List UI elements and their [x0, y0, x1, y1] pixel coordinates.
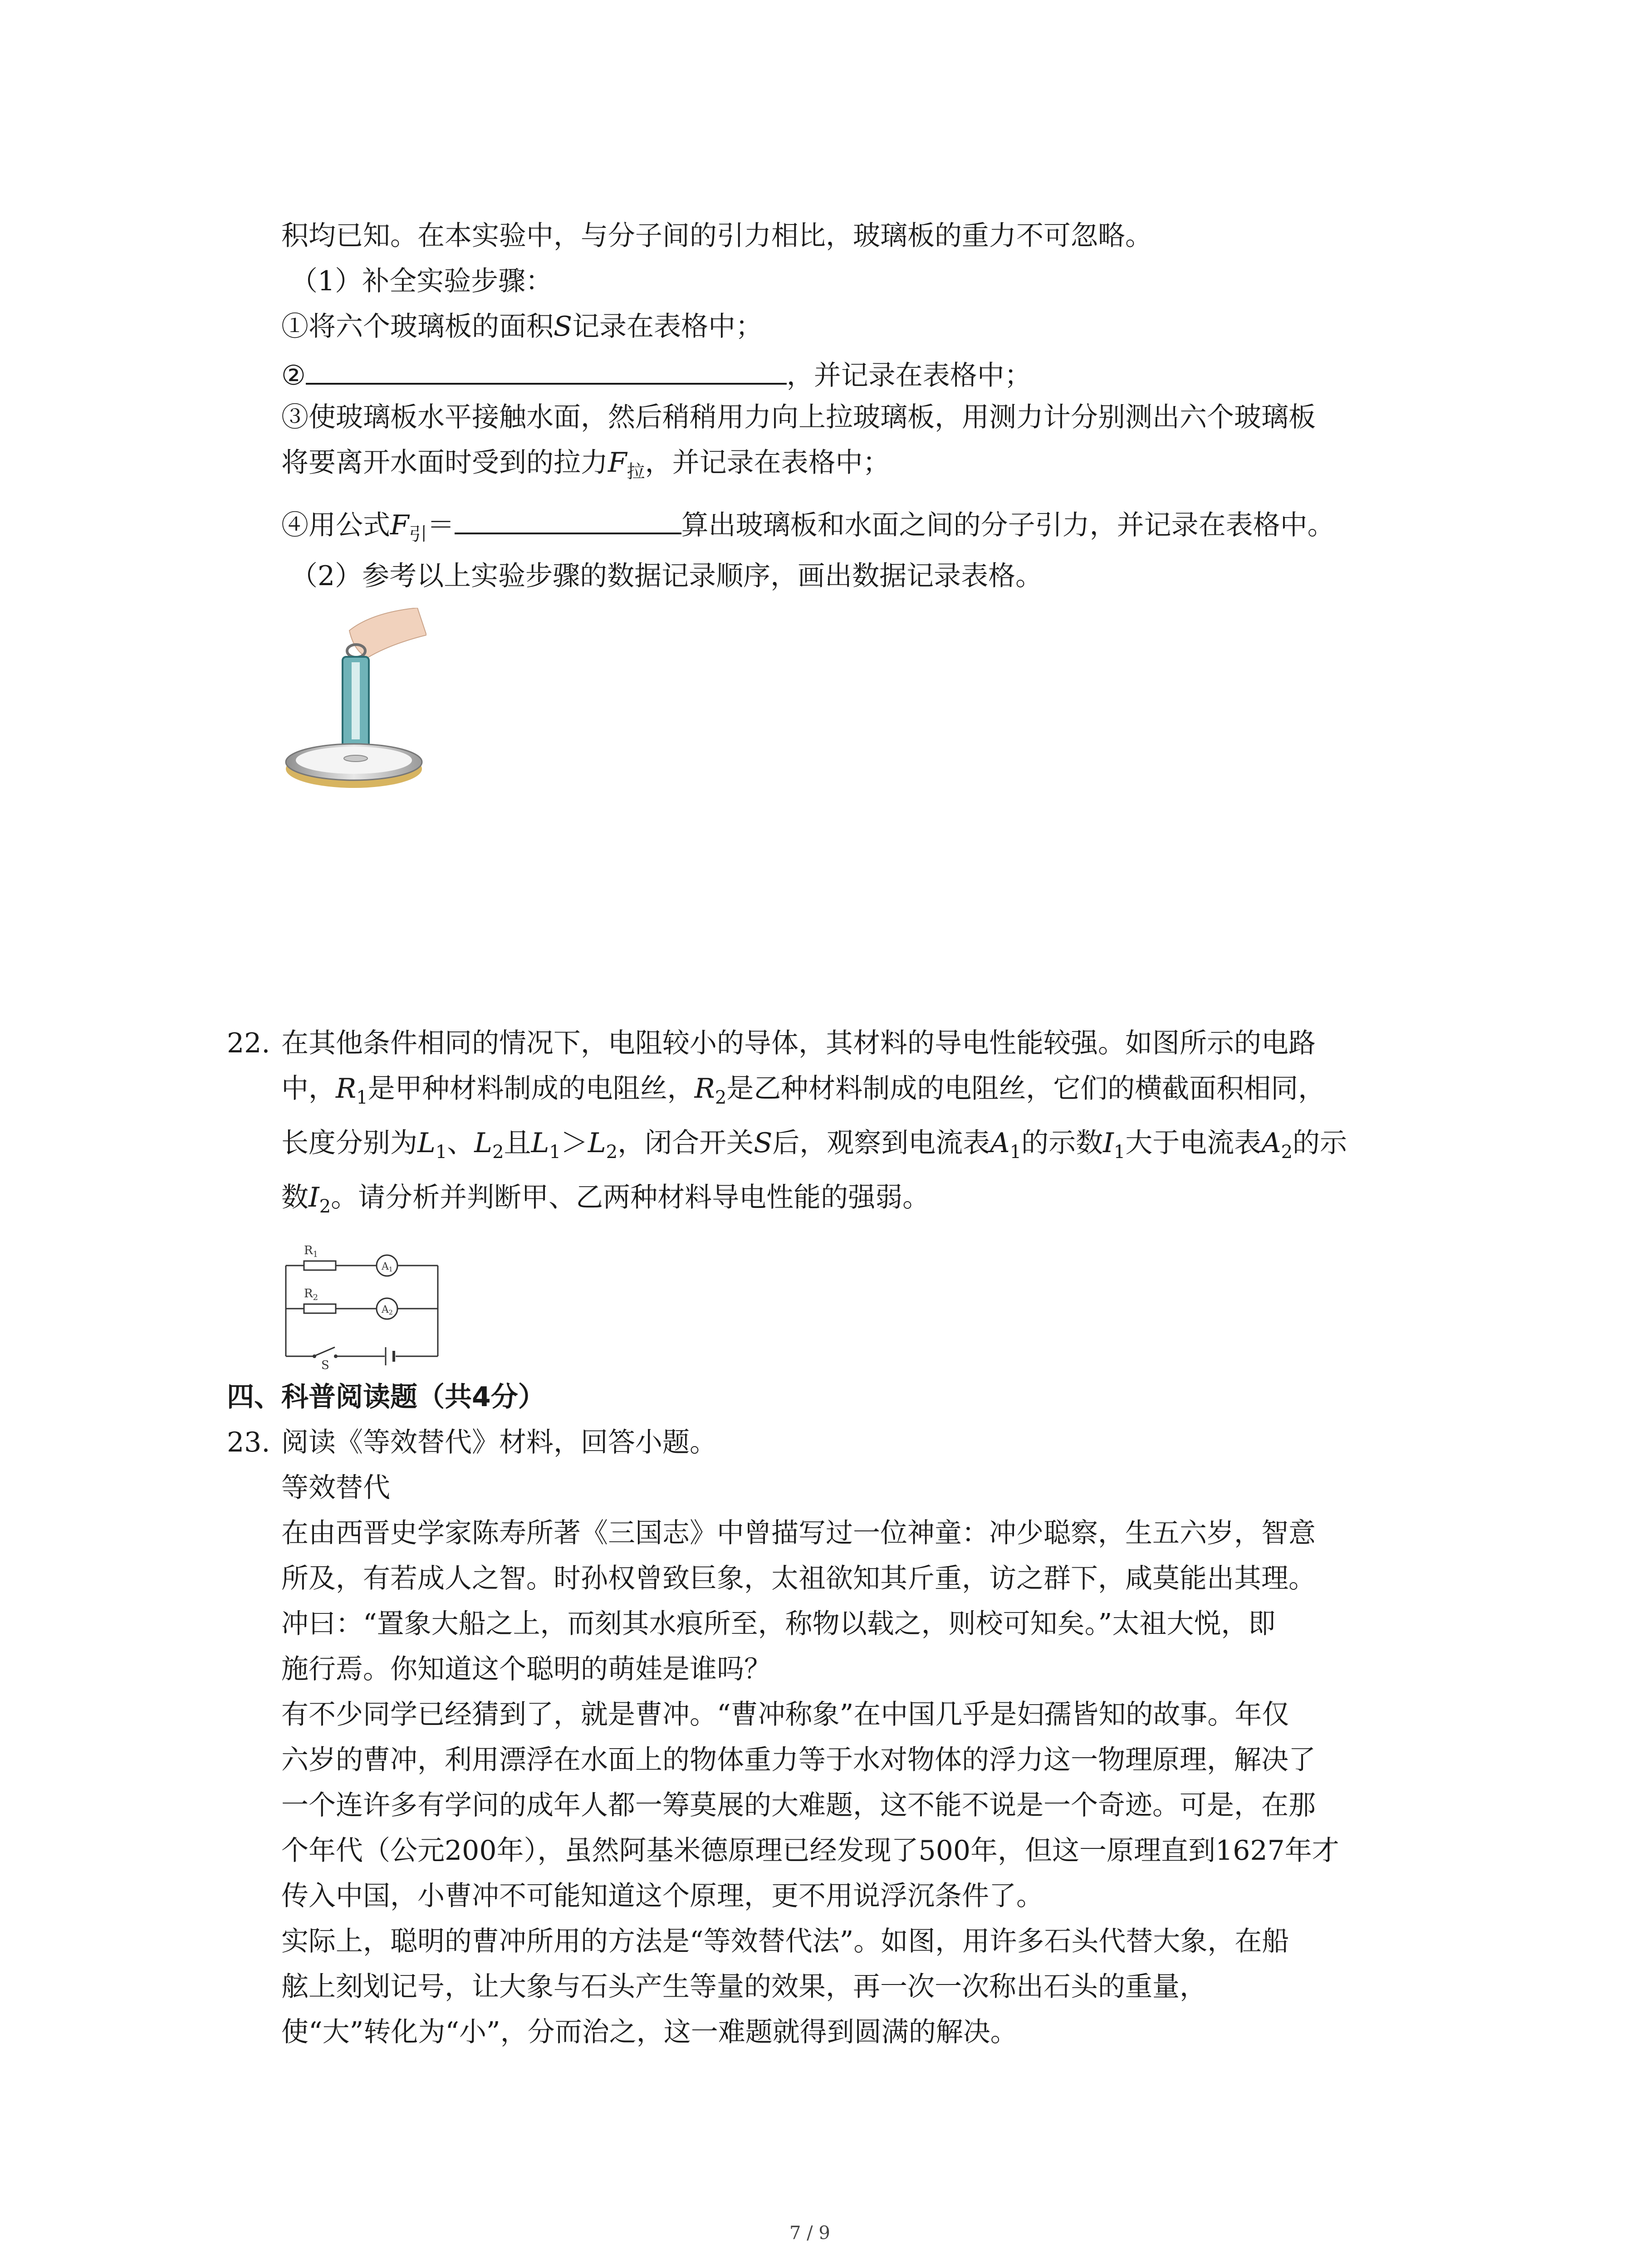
q23-intro: 阅读《等效替代》材料，回答小题。: [281, 1427, 717, 1458]
q23-p1-line: 冲曰：“置象大船之上，而刻其水痕所至，称物以载之，则校可知矣。”太祖大悦，即: [281, 1608, 1276, 1640]
q22-line3: 长度分别为$L_1$、$L_2$且$L_1>L_2$，闭合开关S后，观察到电流表$A_1$的示数$I_1$大于电流表$A_2$的示: [281, 1127, 1347, 1163]
svg-text:A2: A2: [382, 1304, 393, 1316]
label-a2: A: [382, 1304, 389, 1315]
label-r2: R: [304, 1287, 313, 1300]
q21-step4: ④用公式$F_引=$ 算出玻璃板和水面之间的分子引力，并记录在表格中。: [281, 503, 1335, 543]
svg-text:R2: $R_2$: [304, 1287, 318, 1302]
q21-line1: 积均已知。在本实验中，与分子间的引力相比，玻璃板的重力不可忽略。: [281, 220, 1152, 252]
q23-p1-line: 施行焉。你知道这个聪明的萌娃是谁吗？: [281, 1653, 771, 1685]
q21-step3b: 将要离开水面时受到的拉力$F_拉$，并记录在表格中；: [281, 447, 890, 482]
circuit-diagram: [277, 1234, 449, 1370]
q23-p2-line: 六岁的曹冲，利用漂浮在水面上的物体重力等于水对物体的浮力这一物理原理，解决了: [281, 1744, 1316, 1776]
q23-p2-line: 个年代（公元200年），虽然阿基米德原理已经发现了500年，但这一原理直到1627年才: [281, 1835, 1339, 1867]
q23-p3-line: 舷上刻划记号，让大象与石头产生等量的效果，再一次一次称出石头的重量，: [281, 1971, 1207, 2003]
q22-line4: 数$I_2$。请分析并判断甲、乙两种材料导电性能的强弱。: [281, 1182, 930, 1217]
q21-part2: （2）参考以上实验步骤的数据记录顺序，画出数据记录表格。: [290, 560, 1043, 592]
q23-p3-line: 使“大”转化为“小”，分而治之，这一难题就得到圆满的解决。: [281, 2016, 1018, 2048]
q22-line1: 在其他条件相同的情况下，电阻较小的导体，其材料的导电性能较强。如图所示的电路: [281, 1027, 1316, 1059]
svg-text:A1: A1: [382, 1261, 393, 1273]
step4-blank: [455, 503, 681, 534]
hand-icon: [349, 608, 426, 658]
q22-number: 22.: [227, 1027, 270, 1059]
resistor-r2-icon: [304, 1304, 336, 1313]
resistor-r1-icon: [304, 1261, 336, 1270]
step2-blank: [306, 354, 787, 385]
label-r1: R: [304, 1244, 313, 1257]
q22-line2: 中，$R_1$是甲种材料制成的电阻丝，$R_2$是乙种材料制成的电阻丝，它们的横截面积相同，: [281, 1073, 1326, 1108]
q23-article-title: 等效替代: [281, 1472, 390, 1504]
q21-step1: ①将六个玻璃板的面积S记录在表格中；: [281, 311, 763, 342]
spring-scale-figure: [281, 608, 426, 798]
q21-step3a: ③使玻璃板水平接触水面，然后稍稍用力向上拉玻璃板，用测力计分别测出六个玻璃板: [281, 401, 1316, 433]
q23-p1-line: 在由西晋史学家陈寿所著《三国志》中曾描写过一位神童：冲少聪察，生五六岁，智意: [281, 1517, 1316, 1549]
q23-p2-line: 有不少同学已经猜到了，就是曹冲。“曹冲称象”在中国几乎是妇孺皆知的故事。年仅: [281, 1699, 1289, 1730]
q21-step2: ② ，并记录在表格中；: [281, 354, 1032, 394]
q23-number: 23.: [227, 1427, 270, 1458]
label-switch: S: [321, 1359, 329, 1370]
q23-p2-line: 一个连许多有学问的成年人都一筹莫展的大难题，这不能不说是一个奇迹。可是，在那: [281, 1789, 1316, 1821]
section-4-title: 四、科普阅读题（共4分）: [227, 1381, 545, 1413]
q23-p1-line: 所及，有若成人之智。时孙权曾致巨象，太祖欲知其斤重，访之群下，咸莫能出其理。: [281, 1563, 1316, 1594]
q23-p3-line: 实际上，聪明的曹冲所用的方法是“等效替代法”。如图，用许多石头代替大象，在船: [281, 1926, 1289, 1957]
q21-part1-title: （1）补全实验步骤：: [290, 265, 553, 297]
page-number: 7 / 9: [789, 2223, 830, 2244]
q23-p2-line: 传入中国，小曹冲不可能知道这个原理，更不用说浮沉条件了。: [281, 1880, 1043, 1912]
label-a1: A: [382, 1261, 389, 1272]
svg-text:R1: $R_1$: [304, 1244, 318, 1259]
